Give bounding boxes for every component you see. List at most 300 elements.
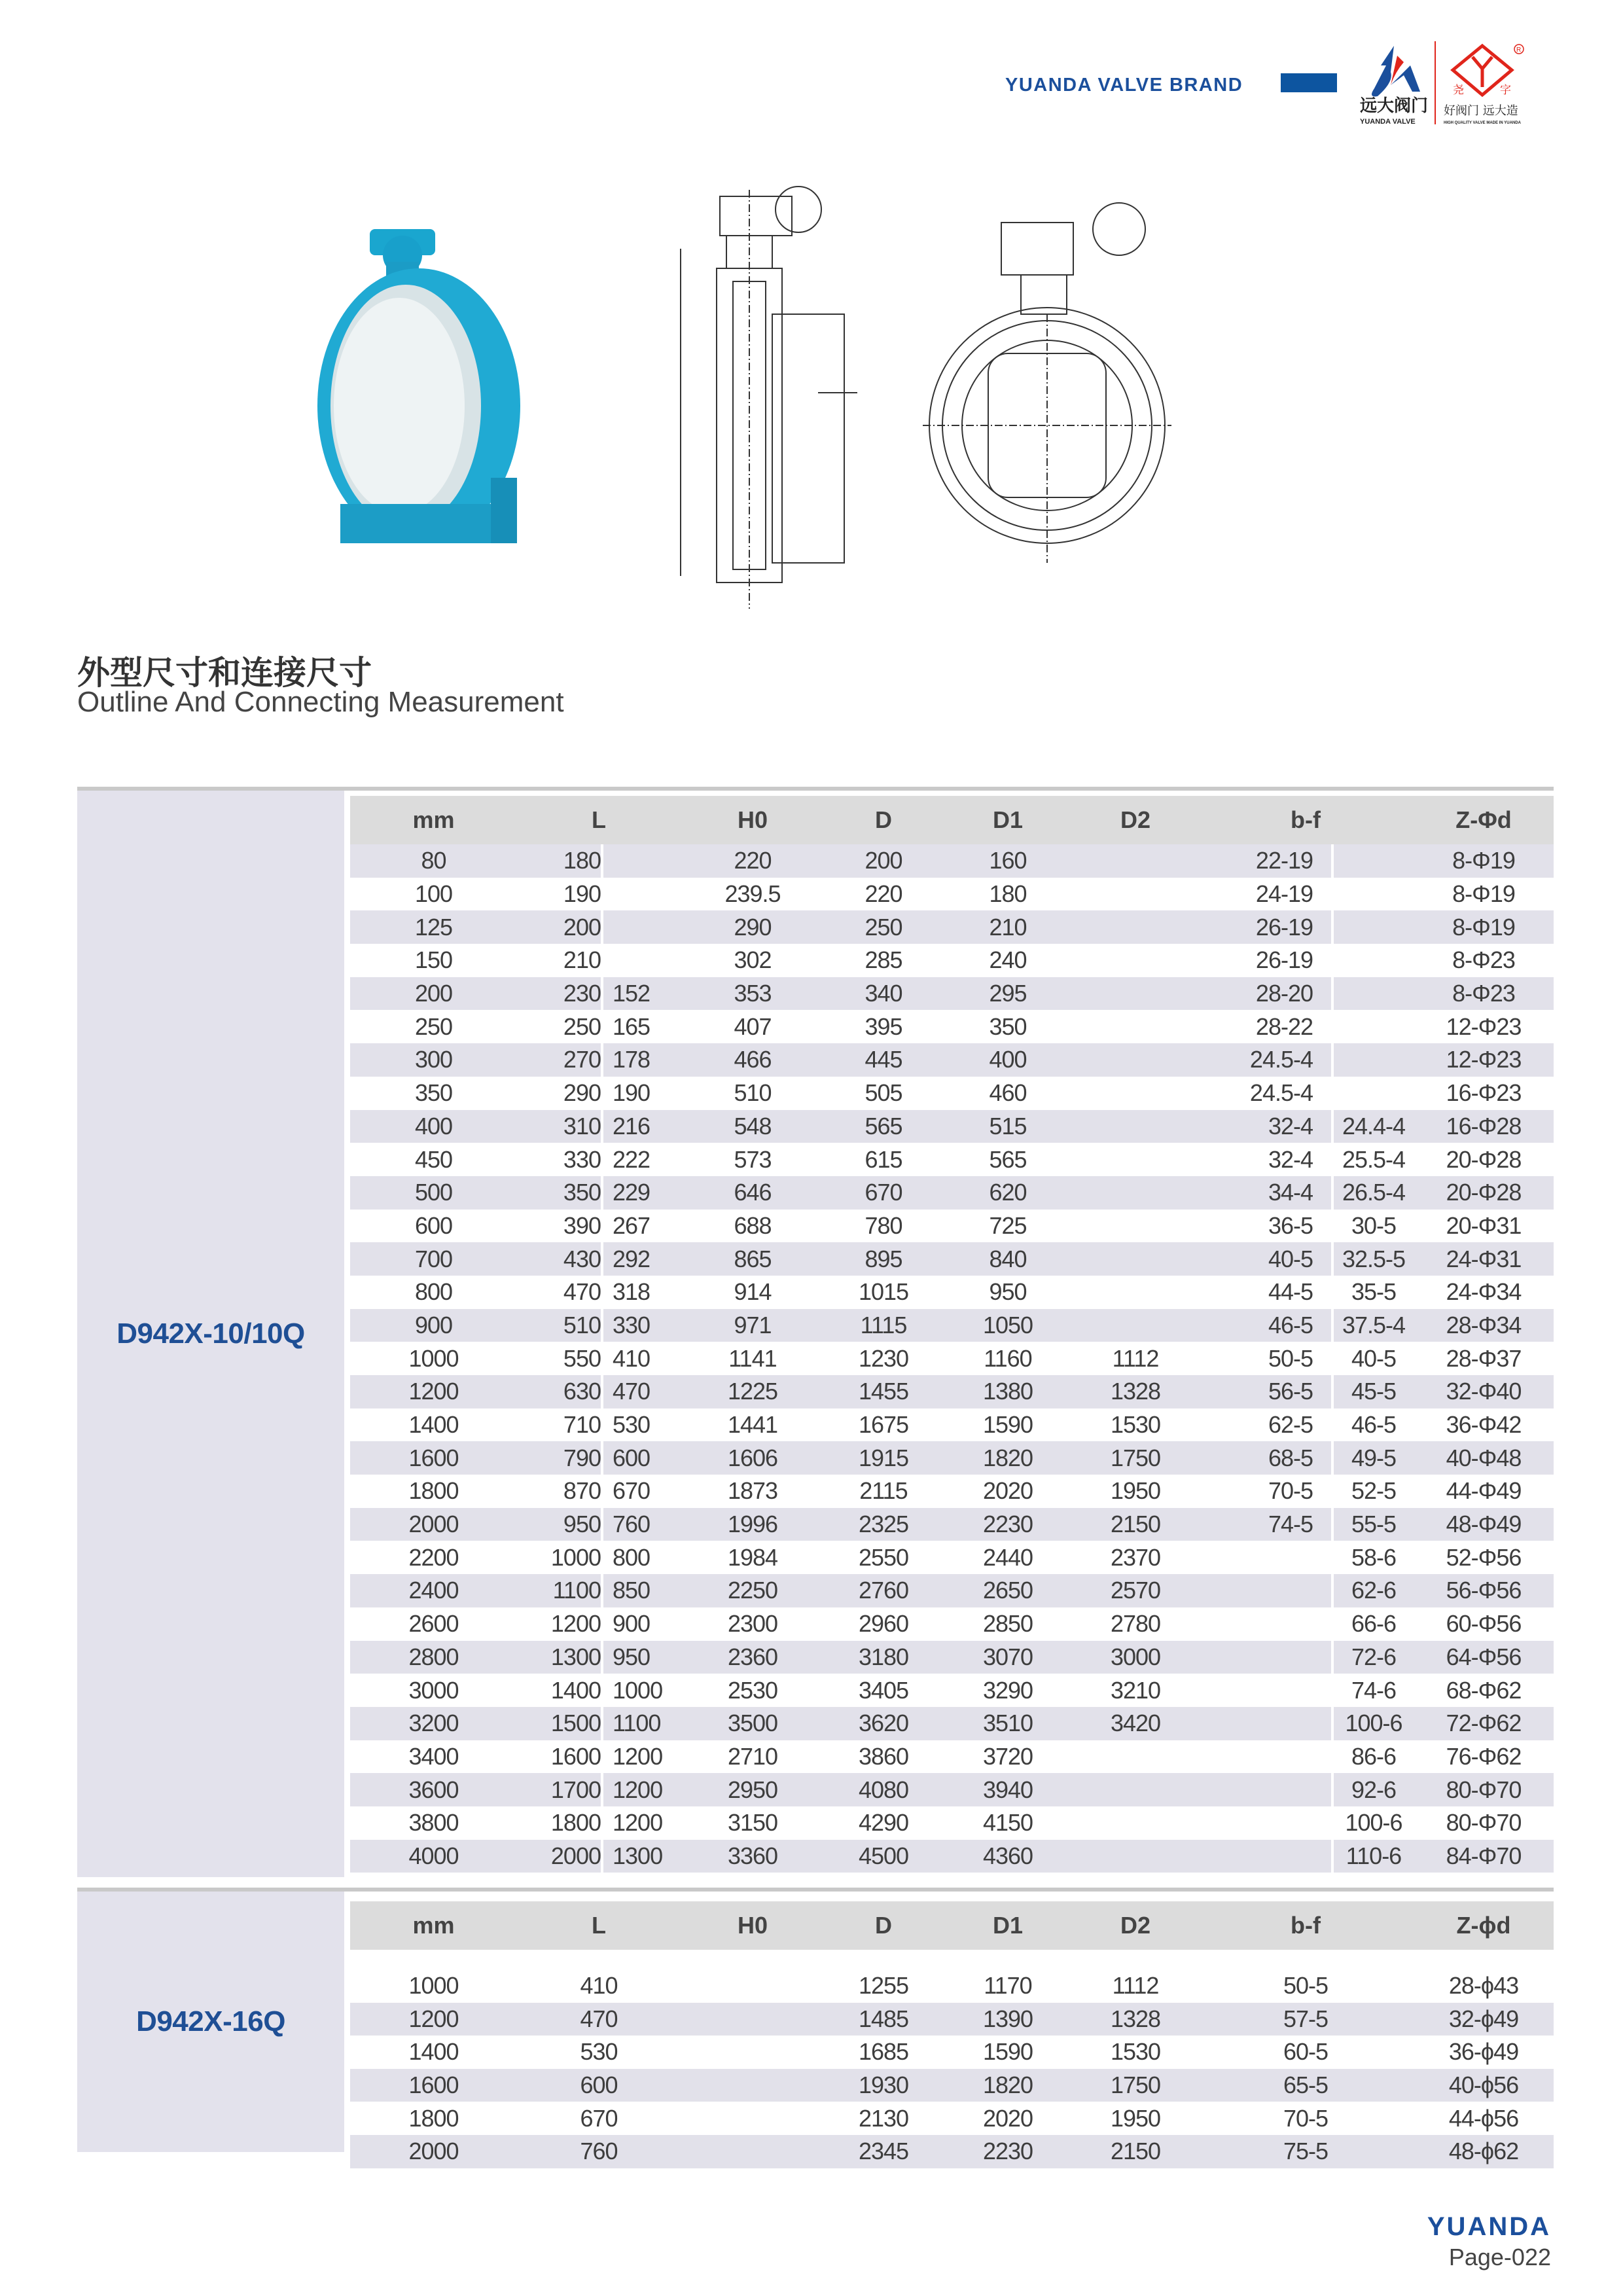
cell-d1: 4150	[982, 1809, 1033, 1837]
footer-brand: YUANDA	[1427, 2212, 1551, 2241]
cell-l: 1500	[517, 1707, 602, 1740]
cell-l2: 318	[602, 1276, 681, 1309]
cell-bf: 22-19	[1198, 844, 1332, 878]
cell-bf2	[1332, 977, 1414, 1011]
cell-l: 430	[517, 1242, 602, 1276]
cell-l: 1100	[517, 1574, 602, 1607]
cell-l: 1700	[517, 1773, 602, 1806]
cell-d1: 1590	[982, 2038, 1033, 2066]
cell-h0	[681, 2135, 825, 2168]
cell-bf	[1198, 1806, 1332, 1840]
cell-l2	[602, 844, 681, 878]
cell-bf2: 25.5-4	[1332, 1143, 1414, 1176]
cell-d: 1455	[825, 1375, 942, 1408]
cell-d1: 840	[942, 1242, 1073, 1276]
cell-d1: 620	[942, 1176, 1073, 1210]
cell-d1: 1390	[942, 2003, 1073, 2036]
cell-bf2: 92-6	[1332, 1773, 1414, 1806]
cell-d2	[1073, 844, 1198, 878]
cell-d: 505	[865, 1079, 902, 1107]
cell-d: 2345	[825, 2135, 942, 2168]
table-row	[350, 1541, 1554, 1574]
header-mm: mm	[350, 796, 517, 844]
cell-l: 1600	[550, 1742, 601, 1770]
table1-model-cell	[77, 791, 344, 1877]
header-d1: D1	[942, 796, 1073, 844]
cell-d: 2115	[859, 1477, 908, 1505]
cell-zd: 8-Φ19	[1414, 910, 1554, 944]
header-zd: Z-Φd	[1414, 796, 1554, 844]
table-row	[350, 1309, 1554, 1342]
cell-bf2: 86-6	[1332, 1740, 1414, 1774]
cell-bf	[1198, 1607, 1332, 1641]
cell-h0: 1873	[727, 1477, 778, 1505]
cell-bf2	[1332, 844, 1414, 878]
cell-d1: 3940	[942, 1773, 1073, 1806]
cell-bf2: 74-6	[1332, 1674, 1414, 1707]
cell-bf2: 35-5	[1332, 1276, 1414, 1309]
cell-mm: 350	[414, 1079, 453, 1107]
cell-bf	[1198, 1840, 1332, 1873]
cell-d: 285	[865, 946, 902, 974]
cell-d2	[1073, 1773, 1198, 1806]
cell-l: 250	[563, 1013, 601, 1040]
table-row	[350, 1110, 1554, 1143]
cell-bf: 57-5	[1198, 2003, 1414, 2036]
cell-d1: 2650	[942, 1574, 1073, 1607]
cell-d2	[1073, 977, 1198, 1011]
cell-bf2: 55-5	[1332, 1508, 1414, 1541]
cell-h0: 220	[681, 844, 825, 878]
cell-mm: 1400	[408, 1411, 459, 1439]
table-row	[350, 1607, 1554, 1641]
cell-l2: 1300	[602, 1840, 681, 1873]
cell-l2: 165	[602, 1010, 681, 1043]
cell-bf: 74-5	[1198, 1508, 1332, 1541]
svg-text:尧: 尧	[1453, 84, 1464, 97]
cell-d2: 1112	[1112, 1972, 1159, 2000]
cell-d1: 2230	[942, 2135, 1073, 2168]
cell-mm: 1000	[408, 1344, 459, 1372]
cell-mm: 2000	[350, 1508, 517, 1541]
cell-mm: 700	[350, 1242, 517, 1276]
cell-zd: 32-ϕ49	[1414, 2003, 1554, 2036]
svg-text:字: 字	[1500, 84, 1511, 97]
table2-spec-table	[350, 1901, 1554, 2168]
table-row	[350, 1773, 1554, 1806]
cell-bf2: 100-6	[1332, 1806, 1414, 1840]
cell-l2	[602, 878, 681, 911]
cell-bf: 60-5	[1283, 2038, 1329, 2066]
cell-zd: 28-ϕ43	[1448, 1972, 1519, 2000]
table-row	[350, 1441, 1554, 1475]
table-row	[350, 1176, 1554, 1210]
cell-d: 565	[825, 1110, 942, 1143]
cell-d2	[1073, 1010, 1198, 1043]
table1-model: D942X-10/10Q	[116, 1318, 305, 1350]
cell-d1: 400	[942, 1043, 1073, 1077]
cell-d: 1115	[825, 1309, 942, 1342]
cell-l: 870	[563, 1477, 601, 1505]
cell-l: 230	[517, 977, 602, 1011]
cell-l: 510	[517, 1309, 602, 1342]
cell-l: 350	[517, 1176, 602, 1210]
table-row	[350, 1342, 1554, 1375]
cell-d1: 180	[989, 880, 1027, 908]
cell-l: 180	[517, 844, 602, 878]
cell-d2: 1530	[1110, 1411, 1161, 1439]
cell-l: 270	[517, 1043, 602, 1077]
cell-zd: 56-Φ56	[1414, 1574, 1554, 1607]
cell-d2: 2780	[1110, 1610, 1161, 1638]
cell-d: 2325	[825, 1508, 942, 1541]
cell-l: 330	[563, 1145, 601, 1173]
cell-mm: 3400	[408, 1742, 459, 1770]
table-row	[350, 1143, 1554, 1176]
cell-d2	[1073, 944, 1198, 977]
cell-d1: 1050	[942, 1309, 1073, 1342]
cell-d2	[1073, 878, 1198, 911]
table-row	[350, 1242, 1554, 1276]
cell-bf2	[1332, 944, 1414, 977]
cell-bf: 44-5	[1268, 1278, 1313, 1306]
cell-bf: 70-5	[1283, 2104, 1329, 2132]
cell-d: 4080	[825, 1773, 942, 1806]
cell-bf: 68-5	[1198, 1441, 1332, 1475]
table-row	[350, 1641, 1554, 1674]
cell-mm: 150	[414, 946, 453, 974]
cell-bf: 32-4	[1198, 1110, 1332, 1143]
cell-bf: 70-5	[1268, 1477, 1313, 1505]
cell-l: 200	[517, 910, 602, 944]
cell-h0: 2360	[681, 1641, 825, 1674]
cell-mm: 4000	[350, 1840, 517, 1873]
cell-h0: 1984	[727, 1543, 778, 1571]
cell-d: 445	[825, 1043, 942, 1077]
cell-d1: 160	[942, 844, 1073, 878]
cell-bf: 32-4	[1268, 1145, 1313, 1173]
cell-mm: 450	[414, 1145, 453, 1173]
cell-h0: 688	[734, 1211, 772, 1239]
cell-zd: 48-ϕ62	[1414, 2135, 1554, 2168]
cell-mm: 2600	[408, 1610, 459, 1638]
cell-d: 780	[865, 1211, 902, 1239]
cell-bf2: 24.4-4	[1332, 1110, 1414, 1143]
cell-d: 200	[825, 844, 942, 878]
header-d: D	[825, 796, 942, 844]
cell-zd: 12-Φ23	[1446, 1013, 1522, 1040]
cell-d: 395	[865, 1013, 902, 1040]
cell-l2	[602, 910, 681, 944]
cell-zd: 44-Φ49	[1446, 1477, 1522, 1505]
cell-zd: 16-Φ23	[1446, 1079, 1522, 1107]
cell-h0: 3150	[727, 1809, 778, 1837]
cell-zd: 44-ϕ56	[1448, 2104, 1519, 2132]
cell-mm: 800	[414, 1278, 453, 1306]
cell-d: 4500	[825, 1840, 942, 1873]
cell-bf: 46-5	[1198, 1309, 1332, 1342]
cell-d: 1255	[858, 1972, 909, 2000]
cell-d1: 1820	[942, 2069, 1073, 2102]
cell-zd: 76-Φ62	[1446, 1742, 1522, 1770]
cell-l: 1800	[550, 1809, 601, 1837]
cell-d2: 1328	[1073, 2003, 1198, 2036]
cell-l: 290	[563, 1079, 601, 1107]
cell-d: 250	[825, 910, 942, 944]
cell-d1: 1170	[984, 1972, 1032, 2000]
cell-zd: 28-Φ34	[1414, 1309, 1554, 1342]
table1-spec-table	[350, 796, 1554, 1873]
cell-d1: 3290	[982, 1676, 1033, 1704]
cell-zd: 48-Φ49	[1414, 1508, 1554, 1541]
cell-l2: 267	[602, 1210, 681, 1243]
cell-d2	[1073, 1309, 1198, 1342]
cell-zd: 24-Φ31	[1414, 1242, 1554, 1276]
cell-h0	[681, 1969, 825, 2003]
cell-mm: 100	[414, 880, 453, 908]
table-row	[350, 1508, 1554, 1541]
cell-zd: 24-Φ34	[1446, 1278, 1522, 1306]
cell-zd: 40-Φ48	[1414, 1441, 1554, 1475]
cell-mm: 125	[350, 910, 517, 944]
cell-bf: 40-5	[1198, 1242, 1332, 1276]
header-bf: b-f	[1198, 1901, 1414, 1950]
table-row	[350, 844, 1554, 878]
cell-zd: 32-Φ40	[1414, 1375, 1554, 1408]
cell-d2: 3420	[1073, 1707, 1198, 1740]
cell-d: 1015	[858, 1278, 909, 1306]
cell-mm: 400	[350, 1110, 517, 1143]
table1-header-row	[350, 796, 1554, 844]
cell-h0	[681, 2003, 825, 2036]
cell-d: 1915	[825, 1441, 942, 1475]
cell-bf2: 100-6	[1332, 1707, 1414, 1740]
brand-text: YUANDA VALVE BRAND	[1005, 75, 1243, 96]
cell-d1: 210	[942, 910, 1073, 944]
cell-d: 1485	[825, 2003, 942, 2036]
cell-d1: 3720	[982, 1742, 1033, 1770]
cell-l2: 222	[602, 1143, 681, 1176]
cell-mm: 1800	[408, 2104, 459, 2132]
header-d2: D2	[1073, 1901, 1198, 1950]
cell-l: 550	[563, 1344, 601, 1372]
cell-bf	[1198, 1707, 1332, 1740]
cell-d1: 2020	[982, 2104, 1033, 2132]
cell-d2: 1530	[1110, 2038, 1161, 2066]
cell-zd: 72-Φ62	[1414, 1707, 1554, 1740]
cell-d: 2960	[858, 1610, 909, 1638]
cell-bf: 50-5	[1268, 1344, 1313, 1372]
cell-d2	[1073, 1840, 1198, 1873]
cell-mm: 2400	[350, 1574, 517, 1607]
table-row	[350, 944, 1554, 977]
cell-zd: 36-ϕ49	[1448, 2038, 1519, 2066]
table-row	[350, 1475, 1554, 1508]
cell-d2: 2370	[1110, 1543, 1161, 1571]
valve-product-photo	[308, 216, 543, 583]
cell-mm: 3800	[408, 1809, 459, 1837]
cell-l2: 470	[602, 1375, 681, 1408]
cell-l2: 760	[602, 1508, 681, 1541]
cell-l: 1000	[550, 1543, 601, 1571]
cell-h0: 2710	[727, 1742, 778, 1770]
table-row	[350, 2003, 1554, 2036]
cell-bf2	[1332, 1077, 1414, 1110]
table-row	[350, 1840, 1554, 1873]
company-logo	[1355, 36, 1564, 128]
cell-h0: 2950	[681, 1773, 825, 1806]
cell-l: 600	[517, 2069, 681, 2102]
cell-d2: 2150	[1073, 1508, 1198, 1541]
cell-d1: 350	[989, 1013, 1027, 1040]
cell-d: 2130	[858, 2104, 909, 2132]
cell-l: 2000	[517, 1840, 602, 1873]
header-d2: D2	[1073, 796, 1198, 844]
cell-d: 1685	[858, 2038, 909, 2066]
cell-l: 670	[580, 2104, 618, 2132]
cell-l2: 900	[602, 1607, 681, 1641]
cell-h0: 971	[681, 1309, 825, 1342]
cell-bf: 24.5-4	[1198, 1043, 1332, 1077]
cell-d2: 1750	[1073, 2069, 1198, 2102]
cell-l: 390	[563, 1211, 601, 1239]
cell-mm: 3000	[408, 1676, 459, 1704]
header-l: L	[517, 1901, 681, 1950]
cell-l: 470	[517, 2003, 681, 2036]
brand-bar	[1281, 73, 1337, 92]
cell-zd: 36-Φ42	[1446, 1411, 1522, 1439]
cell-d1: 2440	[982, 1543, 1033, 1571]
section-title-cn: 外型尺寸和连接尺寸	[77, 655, 372, 691]
cell-d2: 2570	[1073, 1574, 1198, 1607]
cell-d1: 4360	[942, 1840, 1073, 1873]
cell-d2	[1073, 1242, 1198, 1276]
cell-bf2	[1332, 878, 1414, 911]
table-row	[350, 1077, 1554, 1110]
header-l: L	[517, 796, 681, 844]
cell-l: 310	[517, 1110, 602, 1143]
cell-mm: 1600	[350, 1441, 517, 1475]
cell-d: 670	[825, 1176, 942, 1210]
cell-d: 3620	[825, 1707, 942, 1740]
table-row	[350, 1806, 1554, 1840]
cell-l2: 178	[602, 1043, 681, 1077]
cell-h0: 510	[734, 1079, 772, 1107]
cell-zd: 20-Φ28	[1414, 1176, 1554, 1210]
table2-header-row	[350, 1901, 1554, 1950]
cell-bf2	[1332, 1010, 1414, 1043]
table-row	[350, 1707, 1554, 1740]
cell-d2	[1073, 1077, 1198, 1110]
svg-text:HIGH QUALITY VALVE MADE IN YUA: HIGH QUALITY VALVE MADE IN YUANDA	[1444, 121, 1521, 125]
cell-mm: 1800	[408, 1477, 459, 1505]
cell-bf	[1198, 1574, 1332, 1607]
cell-zd: 60-Φ56	[1446, 1610, 1522, 1638]
cell-h0: 2300	[727, 1610, 778, 1638]
cell-zd: 8-Φ19	[1414, 844, 1554, 878]
cell-l2: 1200	[602, 1806, 681, 1840]
cell-bf2: 62-6	[1332, 1574, 1414, 1607]
cell-l: 710	[563, 1411, 601, 1439]
cell-d: 340	[825, 977, 942, 1011]
cell-zd: 20-Φ28	[1446, 1145, 1522, 1173]
cell-bf2	[1332, 1043, 1414, 1077]
cell-zd: 8-Φ19	[1452, 880, 1515, 908]
cell-h0: 353	[681, 977, 825, 1011]
cell-bf2: 30-5	[1332, 1210, 1414, 1243]
cell-h0: 865	[681, 1242, 825, 1276]
cell-bf2: 49-5	[1332, 1441, 1414, 1475]
cell-zd: 28-Φ37	[1446, 1344, 1522, 1372]
cell-bf: 65-5	[1198, 2069, 1414, 2102]
cell-d2	[1073, 1276, 1198, 1309]
side-view-drawing	[654, 183, 857, 615]
cell-mm: 300	[350, 1043, 517, 1077]
cell-bf: 62-5	[1268, 1411, 1313, 1439]
cell-mm: 3200	[350, 1707, 517, 1740]
table-row	[350, 878, 1554, 911]
cell-bf: 26-19	[1255, 946, 1313, 974]
front-view-drawing	[923, 183, 1185, 589]
cell-d: 3405	[858, 1676, 909, 1704]
cell-mm: 1400	[408, 2038, 459, 2066]
table-row	[350, 1276, 1554, 1309]
table-row	[350, 2036, 1554, 2069]
cell-bf: 75-5	[1198, 2135, 1414, 2168]
cell-l2: 190	[602, 1077, 681, 1110]
cell-l2: 292	[602, 1242, 681, 1276]
cell-mm: 1600	[350, 2069, 517, 2102]
cell-bf2: 40-5	[1332, 1342, 1414, 1375]
cell-zd: 80-Φ70	[1414, 1773, 1554, 1806]
cell-l2: 1200	[602, 1740, 681, 1774]
cell-l2: 670	[602, 1475, 681, 1508]
cell-l: 630	[517, 1375, 602, 1408]
cell-mm: 1000	[408, 1972, 459, 2000]
cell-bf2: 66-6	[1332, 1607, 1414, 1641]
cell-zd: 40-ϕ56	[1414, 2069, 1554, 2102]
cell-bf: 26-19	[1198, 910, 1332, 944]
cell-zd: 20-Φ31	[1446, 1211, 1522, 1239]
table-row	[350, 2069, 1554, 2102]
cell-d2	[1073, 1176, 1198, 1210]
table-row	[350, 1408, 1554, 1442]
cell-l: 470	[563, 1278, 601, 1306]
cell-l: 950	[517, 1508, 602, 1541]
cell-d: 4290	[858, 1809, 909, 1837]
table-row	[350, 1740, 1554, 1774]
cell-d: 220	[865, 880, 902, 908]
cell-l: 1200	[550, 1610, 601, 1638]
cell-l: 190	[563, 880, 601, 908]
cell-mm: 200	[350, 977, 517, 1011]
cell-d1: 240	[989, 946, 1027, 974]
cell-l2: 1100	[602, 1707, 681, 1740]
cell-d: 1930	[825, 2069, 942, 2102]
table-row	[350, 1674, 1554, 1707]
cell-h0: 1225	[681, 1375, 825, 1408]
cell-l2: 1200	[602, 1773, 681, 1806]
cell-zd: 84-Φ70	[1414, 1840, 1554, 1873]
header-mm: mm	[350, 1901, 517, 1950]
cell-d1: 725	[989, 1211, 1027, 1239]
cell-mm: 500	[350, 1176, 517, 1210]
section-title-en: Outline And Connecting Measurement	[77, 686, 564, 718]
cell-h0: 914	[734, 1278, 772, 1306]
cell-bf2	[1332, 910, 1414, 944]
cell-d: 1675	[858, 1411, 909, 1439]
cell-bf	[1198, 1674, 1332, 1707]
